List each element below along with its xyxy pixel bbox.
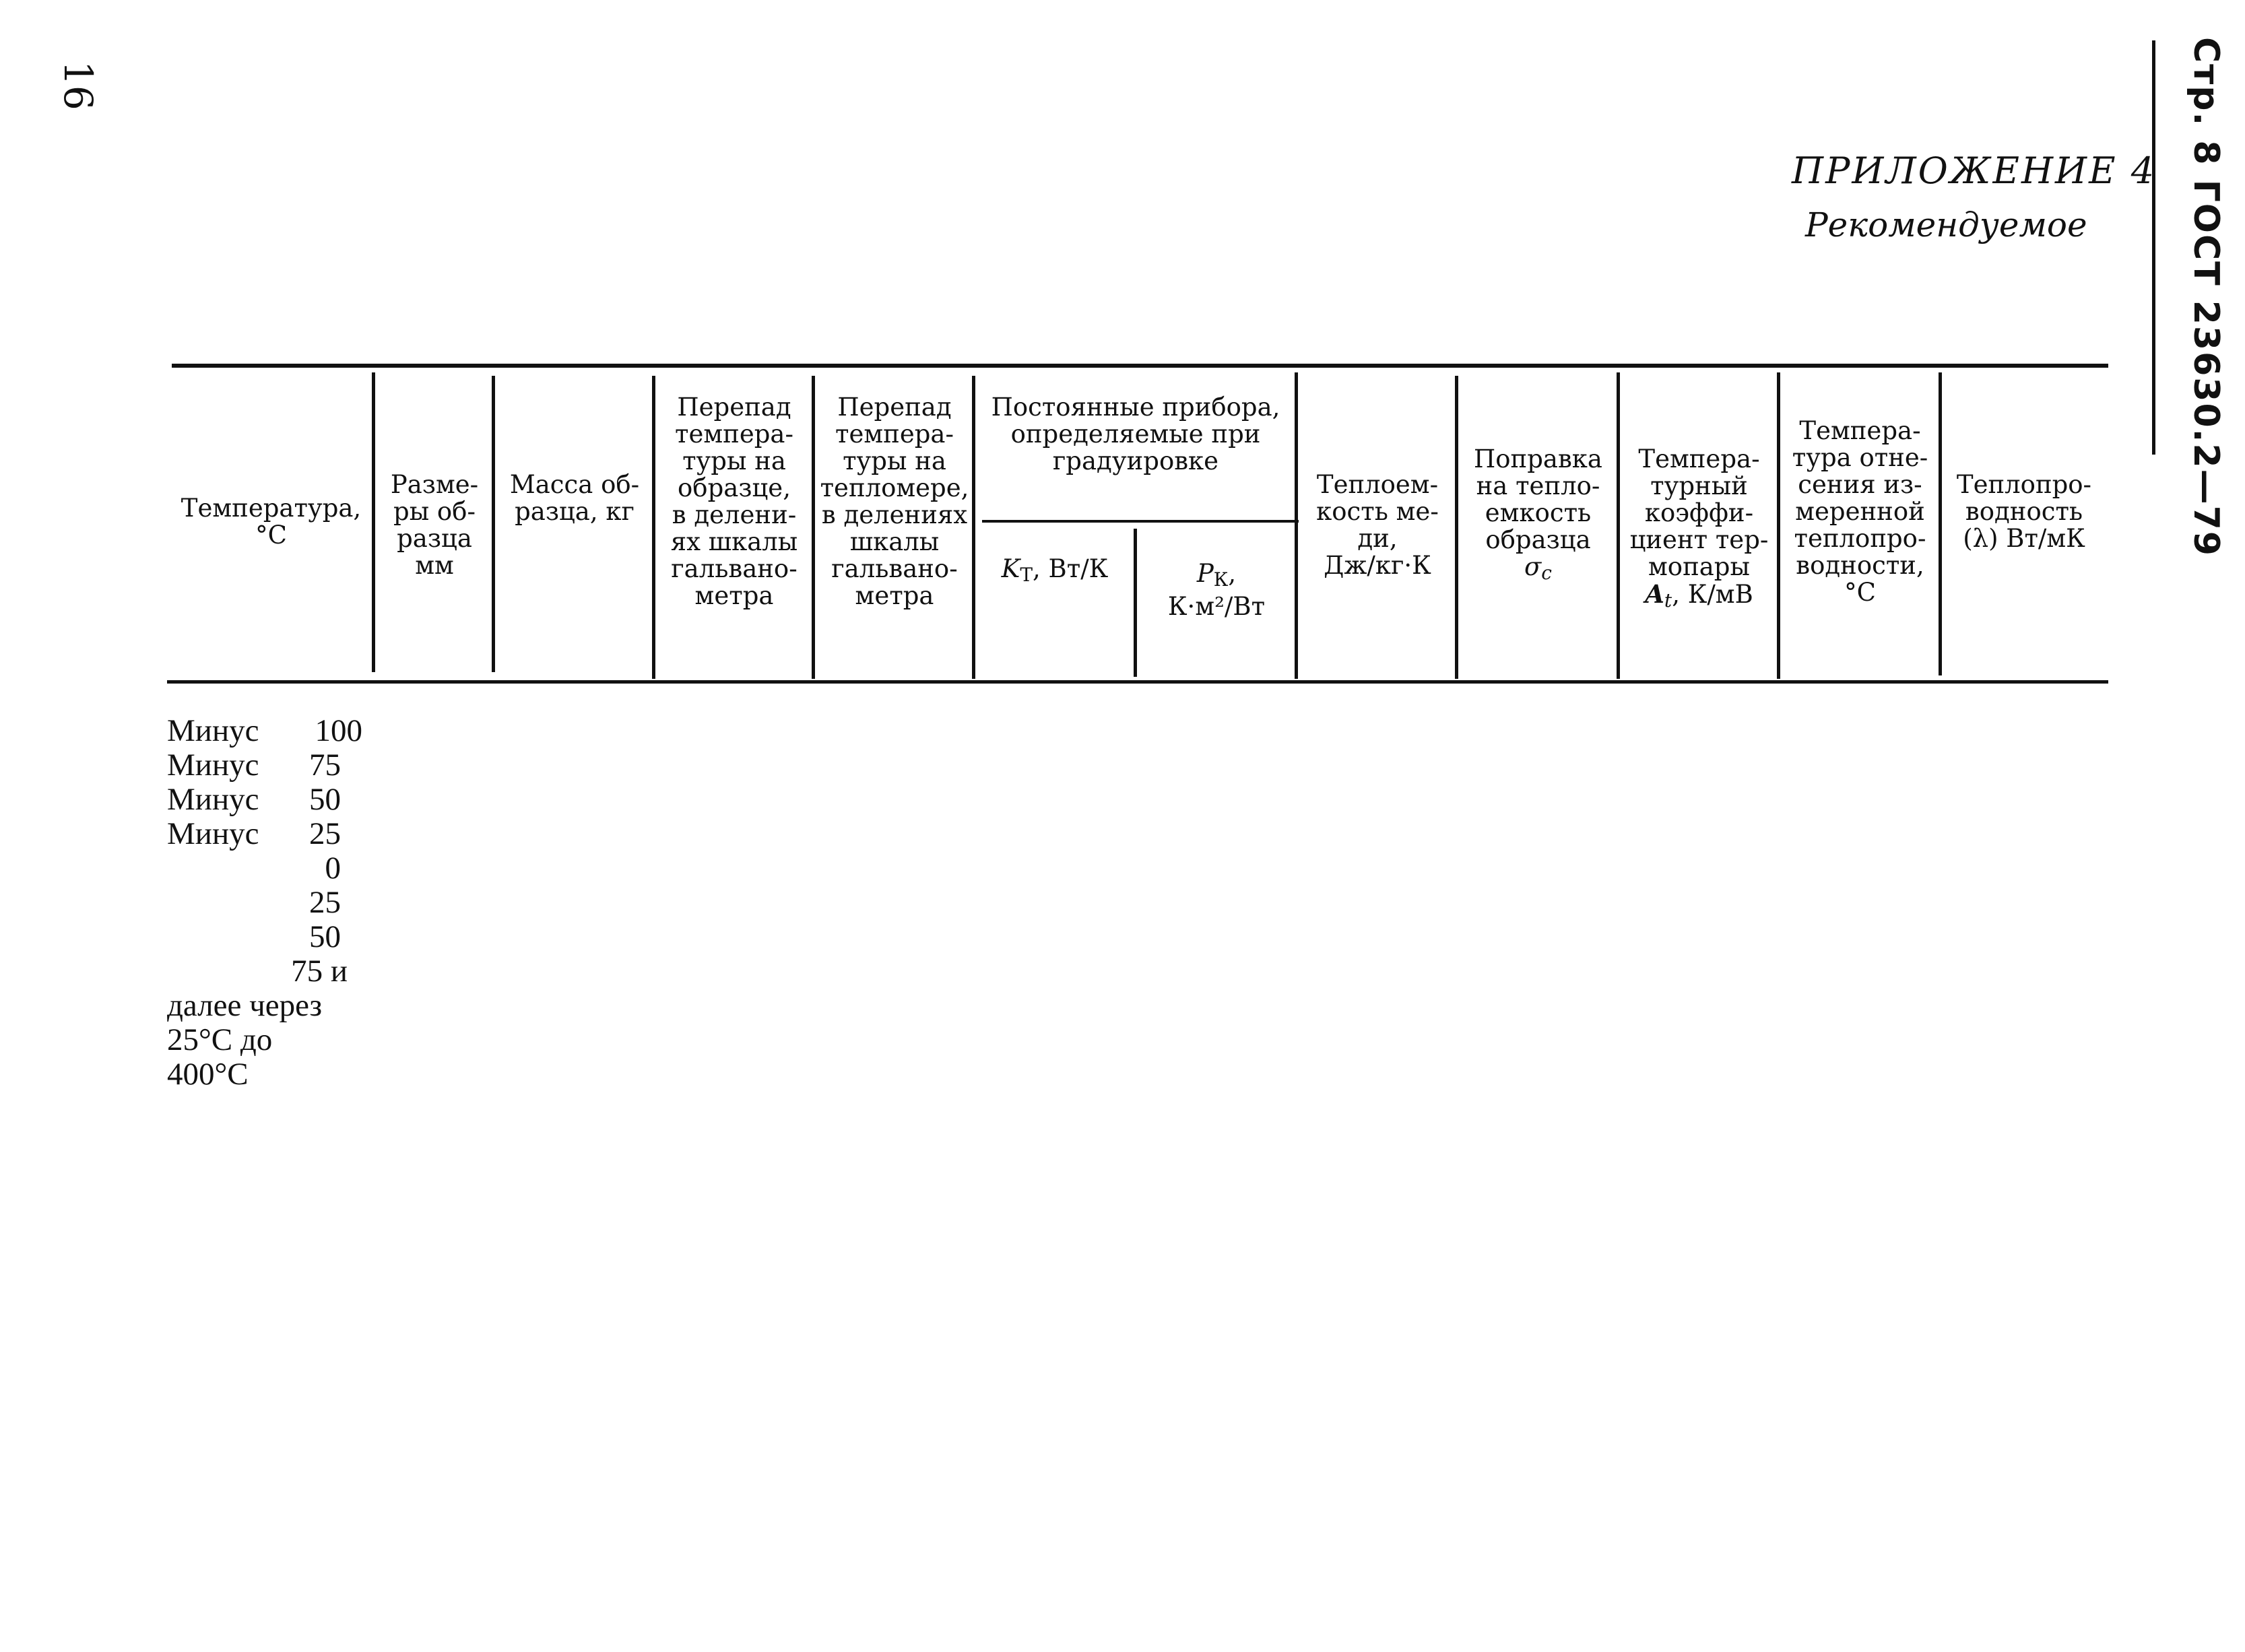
temperature-column: [167, 714, 362, 1092]
table-row: Минус 25: [167, 816, 341, 851]
temperature-range-note: далее через: [167, 988, 323, 1023]
header-thermocouple-coefficient: Темпера- турный коэффи- циент тер- мопары $A_t$, К/мВ: [1629, 444, 1769, 612]
column-divider: [372, 372, 375, 672]
header-reference-temperature: Темпера- тура отне- сения из- меренной теплопро- водности, °С: [1792, 416, 1928, 607]
header-sample-size: Разме- ры об- разца мм: [390, 470, 479, 580]
table-row: Минус 100: [167, 713, 362, 748]
table-header-bottom-rule: [167, 680, 2108, 684]
appendix-subtitle: Рекомендуемое: [1805, 205, 2087, 244]
header-dt-meter: Перепад темпера- туры на тепломере, в делениях шкалы гальвано- метра: [820, 393, 969, 610]
header-dt-sample: Перепад темпера- туры на образце, в делени- ях шкалы гальвано- метра: [670, 393, 798, 610]
column-divider: [652, 376, 655, 679]
header-kt: $K_T$, Вт/К: [1001, 554, 1109, 586]
column-divider: [812, 376, 815, 679]
header-temperature: Температура, °С: [181, 494, 362, 550]
header-thermal-conductivity: Теплопро- водность (λ) Вт/мК: [1956, 470, 2092, 553]
column-divider: [1617, 372, 1620, 679]
column-divider: [1777, 372, 1780, 679]
column-divider: [1939, 372, 1942, 675]
column-divider: [1455, 376, 1458, 679]
table-row: Минус 75: [167, 748, 341, 783]
appendix-title: ПРИЛОЖЕНИЕ 4: [1792, 150, 2157, 192]
table-top-rule: [172, 364, 2108, 368]
table-row: 50: [309, 919, 341, 954]
column-divider: [492, 376, 495, 672]
header-sample-mass: Масса об- разца, кг: [509, 470, 640, 526]
side-header-rule: [2152, 40, 2155, 455]
table-row: 75 и: [291, 954, 348, 989]
constants-subheader-rule: [982, 520, 1299, 523]
gost-side-header: Стр. 8 ГОСТ 23630.2—79: [2186, 37, 2226, 557]
header-pk: $P_К$, К·м²/Вт: [1167, 559, 1266, 621]
table-row: 0: [325, 851, 341, 886]
page-number: 16: [55, 61, 101, 110]
header-heat-capacity-correction: Поправка на тепло- емкость образца $\sigma_c$: [1474, 444, 1602, 584]
header-device-constants: Постоянные прибора, определяемые при градуировке: [991, 393, 1280, 475]
header-copper-heat-capacity: Теплоем- кость ме- ди, Дж/кг·К: [1316, 470, 1439, 580]
table-row: Минус 50: [167, 782, 341, 817]
column-divider: [1134, 529, 1137, 677]
table-row: 25: [309, 885, 341, 920]
temperature-range-note: 25°С до: [167, 1022, 273, 1057]
column-divider: [1295, 372, 1298, 679]
temperature-range-note: 400°С: [167, 1057, 249, 1092]
